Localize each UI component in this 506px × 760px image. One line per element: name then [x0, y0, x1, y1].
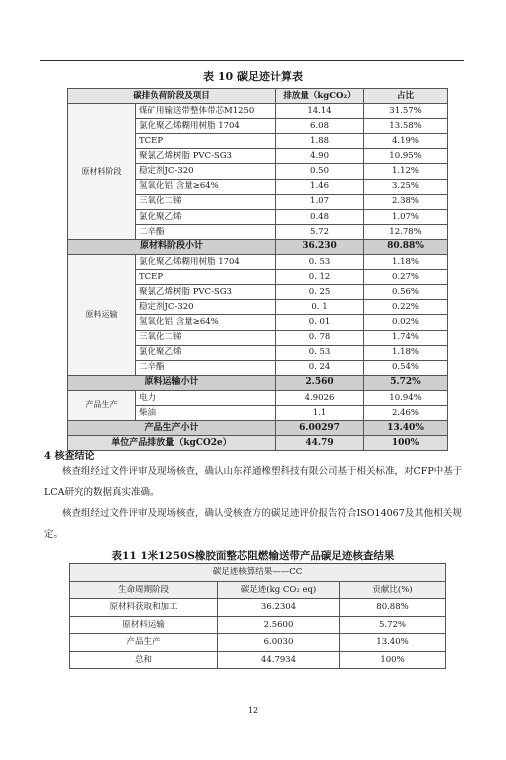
item-cell: 三氧化二锑 — [136, 194, 276, 209]
emission-cell: 0.48 — [276, 209, 364, 224]
item-cell: 氯化聚乙烯糊用树脂 1704 — [136, 255, 276, 270]
emission-cell: 0. 53 — [276, 255, 364, 270]
stage-cell: 原材料获取和加工 — [70, 599, 218, 617]
footprint-cell: 2.5600 — [218, 616, 340, 634]
item-cell: 煤矿用输送带整体带芯M1250 — [136, 104, 276, 119]
emission-cell: 0. 24 — [276, 360, 364, 375]
item-cell: 二辛酯 — [136, 360, 276, 375]
emission-cell: 1.88 — [276, 134, 364, 149]
share-cell: 0.22% — [364, 300, 448, 315]
total-value: 44.79 — [276, 436, 364, 451]
share-cell: 2.38% — [364, 194, 448, 209]
share-cell: 4.19% — [364, 134, 448, 149]
subtotal-value: 36.230 — [276, 239, 364, 254]
subtotal-share: 5.72% — [364, 375, 448, 390]
footprint-cell: 6.0030 — [218, 634, 340, 652]
item-cell: 电力 — [136, 390, 276, 405]
share-cell: 10.94% — [364, 390, 448, 405]
table11-header-row — [70, 581, 446, 599]
table10-header-row — [68, 89, 448, 104]
share-cell: 0.54% — [364, 360, 448, 375]
verification-result-table — [69, 563, 446, 669]
subtotal-label: 原料运输小计 — [68, 375, 276, 390]
contribution-cell: 100% — [340, 651, 446, 669]
stage-label: 原材料阶段 — [68, 104, 136, 240]
total-share: 100% — [364, 436, 448, 451]
table11-header-cell: 生命周期阶段 — [70, 581, 218, 599]
item-cell: TCEP — [136, 134, 276, 149]
table11-header-cell: 碳足迹(kg CO₂ eq) — [218, 581, 340, 599]
subtotal-row — [68, 375, 448, 390]
emission-cell: 0. 12 — [276, 270, 364, 285]
header-rule — [40, 60, 464, 61]
stage-label: 原料运输 — [68, 255, 136, 376]
item-cell: 氯化聚乙烯糊用树脂 1704 — [136, 119, 276, 134]
share-cell: 2.46% — [364, 405, 448, 420]
table11-caption-row — [70, 564, 446, 582]
share-cell: 1.74% — [364, 330, 448, 345]
contribution-cell: 80.88% — [340, 599, 446, 617]
footprint-cell: 36.2304 — [218, 599, 340, 617]
emission-cell: 4.90 — [276, 149, 364, 164]
page-number: 12 — [247, 706, 259, 715]
table10-title: 表 10 碳足迹计算表 — [203, 70, 303, 83]
item-cell: TCEP — [136, 270, 276, 285]
contribution-cell: 13.40% — [340, 634, 446, 652]
section-heading: 4 核查结论 — [44, 451, 95, 462]
item-cell: 三氧化二锑 — [136, 330, 276, 345]
subtotal-value: 2.560 — [276, 375, 364, 390]
subtotal-share: 13.40% — [364, 421, 448, 436]
emission-cell: 1.07 — [276, 194, 364, 209]
item-cell: 氯化聚乙烯 — [136, 209, 276, 224]
item-cell: 稳定剂JC-320 — [136, 164, 276, 179]
stage-cell: 原材料运输 — [70, 616, 218, 634]
share-cell: 1.18% — [364, 345, 448, 360]
emission-cell: 1.46 — [276, 179, 364, 194]
contribution-cell: 5.72% — [340, 616, 446, 634]
item-cell: 聚氯乙烯树脂 PVC-SG3 — [136, 285, 276, 300]
share-cell: 3.25% — [364, 179, 448, 194]
emission-cell: 4.9026 — [276, 390, 364, 405]
table-row — [70, 616, 446, 634]
footprint-cell: 44.7934 — [218, 651, 340, 669]
emission-cell: 0. 78 — [276, 330, 364, 345]
header-emission: 排放量（kgCO₂） — [276, 89, 364, 104]
share-cell: 0.02% — [364, 315, 448, 330]
table-row — [70, 651, 446, 669]
header-item: 碳排负荷阶段及项目 — [68, 89, 276, 104]
carbon-footprint-table — [67, 88, 448, 451]
subtotal-value: 6.00297 — [276, 421, 364, 436]
item-cell: 聚氯乙烯树脂 PVC-SG3 — [136, 149, 276, 164]
emission-cell: 0. 01 — [276, 315, 364, 330]
share-cell: 12.78% — [364, 224, 448, 239]
emission-cell: 0. 53 — [276, 345, 364, 360]
total-label: 单位产品排放量（kgCO2e） — [68, 436, 276, 451]
subtotal-row — [68, 239, 448, 254]
share-cell: 0.56% — [364, 285, 448, 300]
emission-cell: 14.14 — [276, 104, 364, 119]
share-cell: 31.57% — [364, 104, 448, 119]
conclusion-paragraph-2: 核查组经过文件评审及现场核查，确认受核查方的碳足迹评价报告符合ISO14067及其他相关规定。 — [44, 508, 462, 540]
subtotal-label: 原材料阶段小计 — [68, 239, 276, 254]
emission-cell: 0. 25 — [276, 285, 364, 300]
stage-cell: 总和 — [70, 651, 218, 669]
table11-caption: 碳足迹核算结果——CC — [70, 564, 446, 582]
subtotal-share: 80.88% — [364, 239, 448, 254]
share-cell: 10.95% — [364, 149, 448, 164]
share-cell: 1.18% — [364, 255, 448, 270]
table-row — [68, 390, 448, 405]
stage-label: 产品生产 — [68, 390, 136, 420]
share-cell: 0.27% — [364, 270, 448, 285]
emission-cell: 6.08 — [276, 119, 364, 134]
total-row — [68, 436, 448, 451]
item-cell: 氢氧化铝 含量≥64% — [136, 315, 276, 330]
emission-cell: 5.72 — [276, 224, 364, 239]
table11-title: 表11 1米1250S橡胶面整芯阻燃输送带产品碳足迹核查结果 — [111, 550, 395, 562]
share-cell: 1.12% — [364, 164, 448, 179]
subtotal-row — [68, 421, 448, 436]
table-row — [70, 599, 446, 617]
table-row — [68, 255, 448, 270]
conclusion-paragraph-1: 核查组经过文件评审及现场核查，确认山东祥通橡塑科技有限公司基于相关标准，对CFP中基于LCA研究的数据真实准确。 — [44, 466, 463, 498]
emission-cell: 0.50 — [276, 164, 364, 179]
item-cell: 氯化聚乙烯 — [136, 345, 276, 360]
share-cell: 1.07% — [364, 209, 448, 224]
header-share: 占比 — [364, 89, 448, 104]
table-row — [70, 634, 446, 652]
emission-cell: 1.1 — [276, 405, 364, 420]
item-cell: 氢氧化铝 含量≥64% — [136, 179, 276, 194]
stage-cell: 产品生产 — [70, 634, 218, 652]
table-row — [68, 104, 448, 119]
item-cell: 稳定剂JC-320 — [136, 300, 276, 315]
share-cell: 13.58% — [364, 119, 448, 134]
table11-header-cell: 贡献比(%) — [340, 581, 446, 599]
emission-cell: 0. 1 — [276, 300, 364, 315]
item-cell: 柴油 — [136, 405, 276, 420]
subtotal-label: 产品生产小计 — [68, 421, 276, 436]
item-cell: 二辛酯 — [136, 224, 276, 239]
